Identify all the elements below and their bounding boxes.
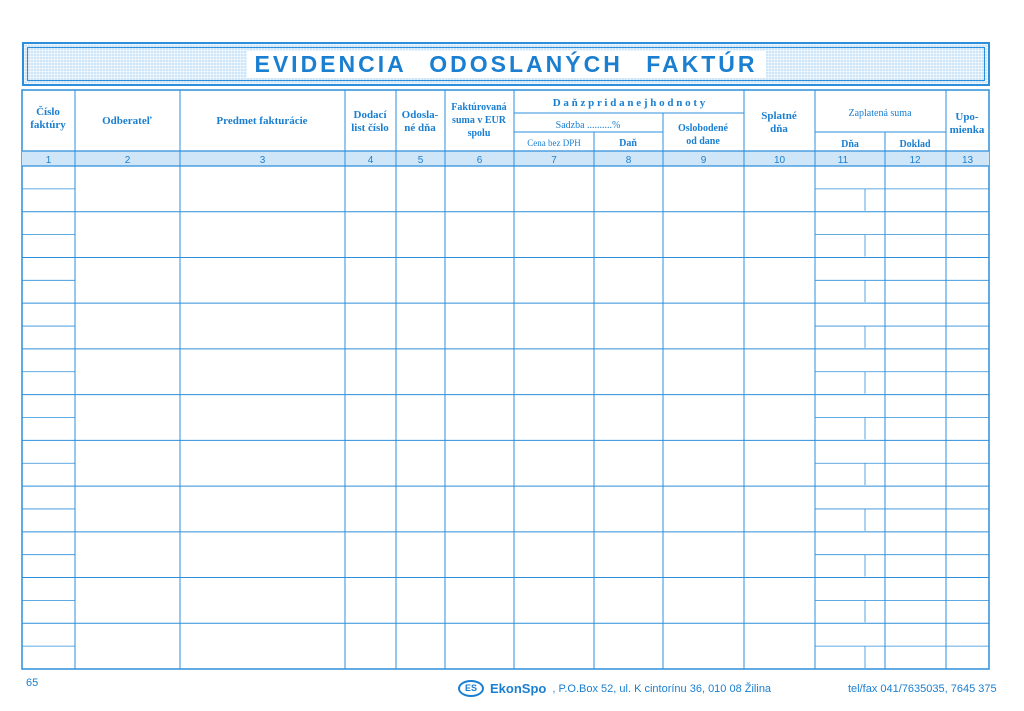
header-dodaci: list číslo (351, 122, 389, 134)
column-number: 2 (124, 155, 131, 166)
header-splatne: dňa (770, 123, 788, 135)
header-cislo: Číslo (36, 106, 60, 118)
column-number: 4 (367, 155, 374, 166)
column-number: 13 (961, 155, 974, 166)
column-number: 1 (45, 155, 52, 166)
header-dph-group: D a ň z p r i d a n e j h o d n o t y (552, 97, 706, 109)
header-upomienka: mienka (949, 124, 985, 136)
column-number: 11 (837, 155, 849, 166)
header-cislo: faktúry (30, 119, 66, 131)
header-oslobodene: od dane (686, 136, 720, 147)
header-odoslane: né dňa (404, 122, 436, 134)
header-sadzba: Sadzba ..........% (555, 120, 621, 131)
header-doklad: Doklad (899, 139, 931, 150)
header-zaplatena: Zaplatená suma (848, 108, 912, 119)
header-splatne: Splatné (761, 110, 797, 122)
column-number: 6 (476, 155, 483, 166)
column-number: 9 (700, 155, 707, 166)
header-fakturovana: Faktúrovaná (451, 102, 507, 113)
header-fakturovana: suma v EUR (452, 115, 506, 126)
page-title: EVIDENCIA ODOSLANÝCH FAKTÚR (247, 51, 766, 78)
column-number: 10 (773, 155, 786, 166)
header-upomienka: Upo- (955, 111, 979, 123)
header-dodaci: Dodací (353, 109, 387, 121)
page-number: 65 (26, 677, 39, 689)
column-number: 7 (551, 155, 557, 166)
header-predmet: Predmet fakturácie (216, 115, 308, 127)
column-number: 3 (259, 155, 266, 166)
header-cena-bez-dph: Cena bez DPH (527, 138, 581, 148)
column-number: 8 (625, 155, 632, 166)
table-frame (22, 90, 989, 669)
ekonspo-logo-icon: ES (458, 680, 484, 697)
header-odberatel: Odberateľ (102, 115, 152, 127)
publisher-address: , P.O.Box 52, ul. K cintorínu 36, 010 08 Žilina (552, 682, 772, 695)
column-number: 5 (417, 155, 424, 166)
publisher-contact: tel/fax 041/7635035, 7645 375 (848, 683, 997, 695)
header-odoslane: Odosla- (401, 109, 439, 121)
header-oslobodene: Oslobodené (677, 123, 729, 134)
header-fakturovana: spolu (467, 128, 491, 139)
publisher-brand: EkonSpo (490, 681, 547, 696)
publisher-info (458, 680, 771, 697)
header-dan: Daň (619, 138, 637, 149)
header-zap-dna: Dňa (841, 139, 859, 150)
column-number: 12 (909, 155, 921, 166)
